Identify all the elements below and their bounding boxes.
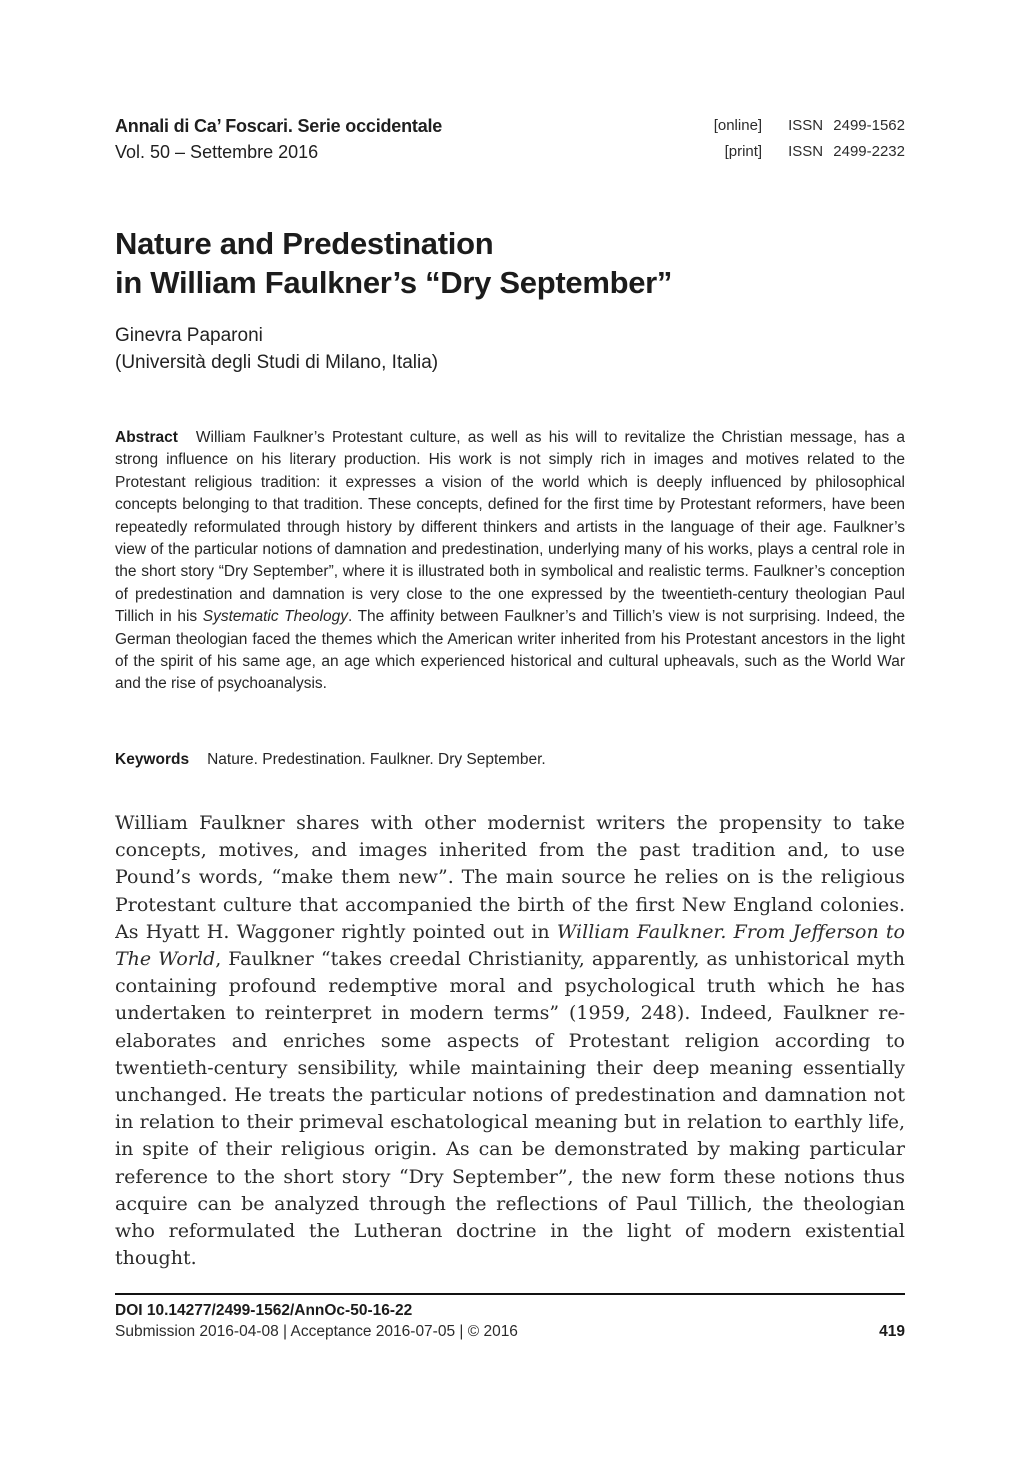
abstract-text-1: William Faulkner’s Protestant culture, as well as his will to revitalize the Christian message, has a strong influence on his literary production. His work is not simply rich in images and motives related to the Protestant religious tradition: it expresses a vision of the world which is deeply influenced by philosophical concepts belonging to that tradition. These concepts, defined for the first time by Protestant reformers, have been repeatedly reformulated through history by different thinkers and artists in the language of their age. Faulkner’s view of the particular notions of damnation and predestination, underlying many of his works, plays a central role in the short story “Dry September”, where it is illustrated both in symbolical and realistic terms. Faulkner’s conception of predestination and damnation is very close to the one expressed by the tweentieth-century theologian Paul Tillich in his — [115, 429, 905, 626]
doi-line: DOI 10.14277/2499-1562/AnnOc-50-16-22 — [115, 1302, 413, 1319]
body-text-2: , Faulkner “takes creedal Christianity, apparently, as unhistorical myth containing profound redemptive moral and psychological truth which he has undertaken to reinterpret in modern terms” (1959, 248). Indeed, Faulkner re-elaborates and enriches some aspects of Protestant religion according to twentieth-century sensibility, while maintaining their deep meaning essentially unchanged. He treats the particular notions of predestination and damnation not in relation to their primeval eschatological meaning but in relation to earthly life, in spite of their religious origin. As can be demonstrated by making particular reference to the short story “Dry September”, the new form these notions thus acquire can be analyzed through the reflections of Paul Tillich, the theologian who reformulated the Lutheran doctrine in the light of modern existential thought. — [115, 948, 905, 1270]
author-affiliation: (Università degli Studi di Milano, Italia) — [115, 352, 439, 373]
submission-info: Submission 2016-04-08 | Acceptance 2016-07-05 | © 2016 — [115, 1323, 518, 1340]
article-title-line2: in William Faulkner’s “Dry September” — [115, 265, 673, 300]
issn-block — [714, 113, 905, 165]
body-paragraph — [115, 810, 905, 1272]
abstract-paragraph — [115, 427, 905, 696]
abstract-text-2: . The affinity between Faulkner’s and Tillich’s view is not surprising. Indeed, the German theologian faced the themes which the American writer inherited from his Protestant ancestors in the light of the spirit of his same age, an age which experienced historical and cultural upheavals, such as the World War and the rise of psychoanalysis. — [115, 608, 905, 693]
journal-title-block — [115, 113, 442, 165]
journal-header — [115, 113, 905, 165]
page-footer — [115, 1293, 905, 1342]
abstract-label: Abstract — [115, 429, 178, 446]
keywords-label: Keywords — [115, 751, 190, 768]
issn-print-label: [print] — [724, 143, 763, 160]
body-text-1: William Faulkner shares with other modernist writers the propensity to take concepts, motives, and images inherited from the past tradition and, to use Pound’s words, “make them new”. The main source he relies on is the religious Protestant culture that accompanied the birth of the first New England colonies. As Hyatt H. Waggoner rightly pointed out in — [115, 812, 905, 943]
page-number: 419 — [879, 1323, 905, 1340]
article-title-line1: Nature and Predestination — [115, 226, 494, 261]
keywords-text: Nature. Predestination. Faulkner. Dry September. — [207, 751, 546, 768]
issn-online-value: ISSN 2499-1562 — [788, 117, 905, 134]
author-name: Ginevra Paparoni — [115, 325, 263, 346]
abstract-italic-title: Systematic Theology — [202, 608, 348, 626]
journal-name: Annali di Ca’ Foscari. Serie occidentale — [115, 116, 443, 136]
body-italic-title: William Faulkner. From Jefferson to The World — [115, 920, 905, 971]
issn-print-value: ISSN 2499-2232 — [788, 143, 905, 160]
keywords-line — [115, 749, 905, 771]
author-block — [115, 322, 905, 376]
journal-volume: Vol. 50 – Settembre 2016 — [115, 142, 319, 162]
article-title — [115, 224, 905, 302]
submission-row — [115, 1321, 905, 1342]
issn-online-label: [online] — [713, 117, 763, 134]
